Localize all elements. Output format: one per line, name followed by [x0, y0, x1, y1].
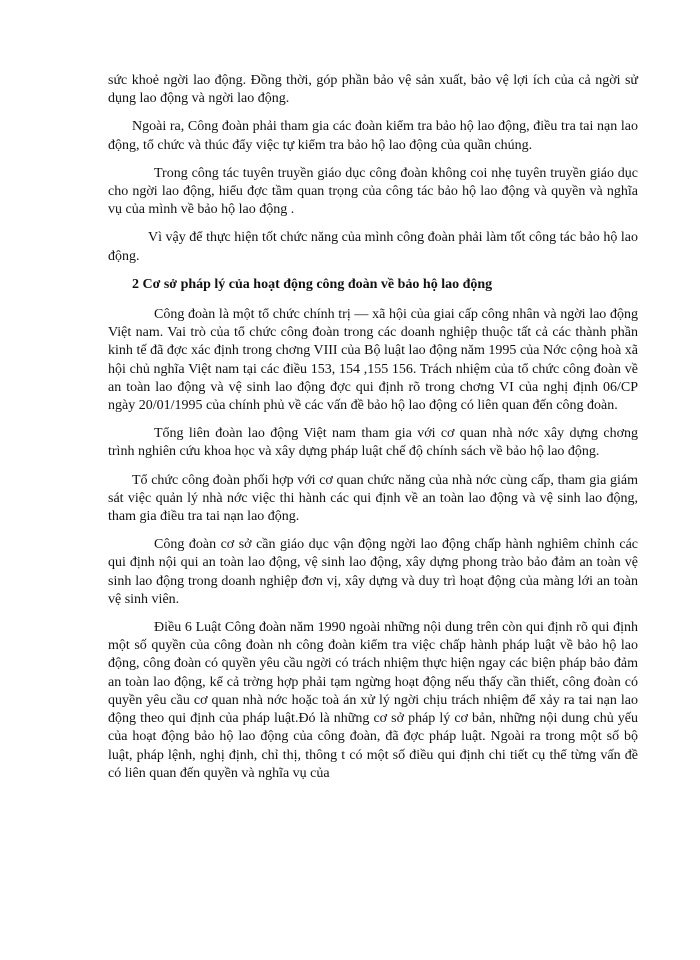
- paragraph-general-confederation: Tổng liên đoàn lao động Việt nam tham gia với cơ quan nhà nớc xây dựng chơng trình nghiên cứu khoa học và xây dựng pháp luật chế độ chính sách về bảo hộ lao động.: [108, 426, 638, 460]
- paragraph-propaganda: Trong công tác tuyên truyền giáo dục công đoàn không coi nhẹ tuyên truyền giáo dục cho ngời lao động, hiểu đợc tầm quan trọng của công tác bảo hộ lao động và quyền và nghĩa vụ của mình về bảo hộ lao động .: [108, 165, 638, 218]
- paragraph-union-role: Công đoàn là một tổ chức chính trị — xã hội của giai cấp công nhân và ngời lao động Việt nam. Vai trò của tổ chức công đoàn trong các doanh nghiệp thuộc tất cả các thành phần kinh tế đã đợc xác định trong chơng VIII của Bộ luật lao động năm 1995 của Nớc cộng hoà xã hội chủ nghĩa Việt nam tại các điều 153, 154 ,155 156. Trách nhiệm của tổ chức công đoàn về an toàn lao động và vệ sinh lao động đợc qui định rõ trong chơng VI của nghị định 06/CP ngày 20/01/1995 của chính phủ về các vấn đề bảo hộ lao động có liên quan đến công đoàn.: [108, 307, 638, 414]
- paragraph-continuation: sức khoẻ ngời lao động. Đồng thời, góp phần bảo vệ sản xuất, bảo vệ lợi ích của cả ngời sử dụng lao động và ngời lao động.: [108, 73, 638, 107]
- paragraph-inspection: Ngoài ra, Công đoàn phải tham gia các đoàn kiểm tra bảo hộ lao động, điều tra tai nạn lao động, tổ chức và thúc đẩy việc tự kiểm tra bảo hộ lao động của quần chúng.: [108, 119, 638, 153]
- paragraph-coordination: Tổ chức công đoàn phối hợp với cơ quan chức năng của nhà nớc cùng cấp, tham gia giám sát việc quản lý nhà nớc việc thi hành các qui định về an toàn lao động và vệ sinh lao động, tham gia điều tra tai nạn lao động.: [108, 472, 638, 525]
- paragraph-conclusion: Vì vậy để thực hiện tốt chức năng của mình công đoàn phải làm tốt công tác bảo hộ lao động.: [108, 230, 638, 264]
- paragraph-grassroots-union: Công đoàn cơ sở cần giáo dục vận động ngời lao động chấp hành nghiêm chỉnh các qui định nội qui an toàn lao động, vệ sinh lao động, xây dựng phong trào bảo đảm an toàn vệ sinh lao động trong doanh nghiệp đơn vị, xây dựng và duy trì hoạt động của màng lới an toàn vệ sinh viên.: [108, 537, 638, 607]
- document-page: [108, 72, 638, 793]
- section-heading: 2 Cơ sở pháp lý của hoạt động công đoàn về bảo hộ lao động: [132, 276, 493, 292]
- paragraph-article-6: Điều 6 Luật Công đoàn năm 1990 ngoài những nội dung trên còn qui định rõ qui định một số quyền của công đoàn nh công đoàn kiểm tra việc chấp hành pháp luật về bảo hộ lao động, công đoàn có quyền yêu cầu ngời có trách nhiệm thực hiện ngay các biện pháp bảo đảm an toàn lao động, kể cả trờng hợp phải tạm ngừng hoạt động nếu thấy cần thiết, công đoàn có quyền yêu cầu cơ quan nhà nớc hoặc toà án xử lý ngời chịu trách nhiệm để xảy ra tai nạn lao động theo qui định của pháp luật.Đó là những cơ sở pháp lý cơ bản, những nội dung chủ yếu của hoạt động bảo hộ lao động của công đoàn, đã đợc pháp luật. Ngoài ra trong một số bộ luật, pháp lệnh, nghị định, chỉ thị, thông t có một số điều qui định chi tiết cụ thể từng vấn đề có liên quan đến quyền và nghĩa vụ của: [108, 620, 638, 781]
